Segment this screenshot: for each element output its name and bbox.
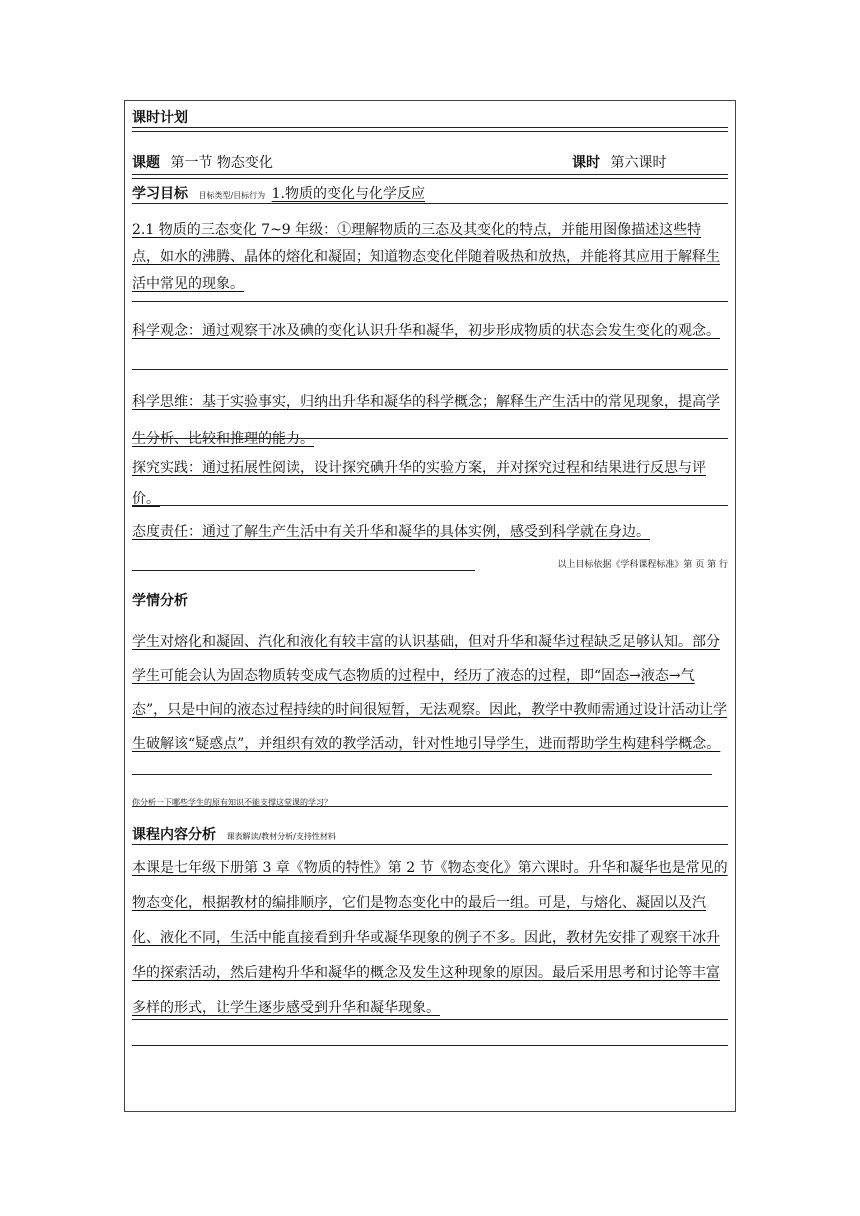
content-analysis-paragraph: 本课是七年级下册第 3 章《物质的特性》第 2 节《物态变化》第六课时。升华和凝华也是常见的物态变化，根据教材的编排顺序，它们是物态变化中的最后一组。可是，与熔化、凝固以及汽化、液化不同，生活中能直接看到升华或凝华现象的例子不多。因此，教材先安排了观察干冰升华的探索活动，然后建构升华和凝华的概念及发生这种现象的原因。最后采用思考和讨论等丰富多样的形式，让学生逐步感受到升华和凝华现象。 (132, 860, 728, 1016)
inquiry-line (132, 505, 728, 506)
prompt-line (132, 806, 728, 807)
topic-divider (132, 174, 728, 179)
content-analysis-hint: 课表解读/教材分析/支持性材料 (226, 832, 336, 841)
learner-analysis-prompt: 你分析一下哪些学生的原有知识不能支撑这堂课的学习？ (132, 798, 332, 807)
period-value: 第六课时 (610, 155, 667, 171)
page-title: 课时计划 (132, 110, 188, 126)
content-analysis-row (132, 827, 728, 845)
topic-value: 第一节 物态变化 (170, 155, 273, 171)
content-analysis-line (132, 1019, 728, 1020)
standard-line (132, 301, 728, 302)
learner-analysis-line (132, 774, 712, 775)
learner-analysis-label: 学情分析 (132, 593, 188, 609)
content-analysis-row-line (132, 844, 728, 845)
objectives-label: 学习目标 (132, 186, 188, 202)
content-analysis-label: 课程内容分析 (132, 827, 216, 843)
concept-paragraph: 科学观念：通过观察干冰及碘的变化认识升华和凝华，初步形成物质的状态会发生变化的观念。 (132, 323, 720, 339)
source-note: 以上目标依据《学科课程标准》第 页 第 行 (557, 560, 728, 570)
attitude-paragraph: 态度责任：通过了解生产生活中有关升华和凝华的具体实例，感受到科学就在身边。 (132, 524, 650, 540)
topic-row (132, 155, 728, 171)
objectives-row (132, 186, 728, 204)
lesson-plan-body (132, 101, 728, 1111)
concept-line (132, 369, 728, 370)
inquiry-paragraph: 探究实践：通过拓展性阅读，设计探究碘升华的实验方案，并对探究过程和结果进行反思与评价。 (132, 460, 706, 507)
objectives-row-line (132, 203, 728, 204)
standard-paragraph: 2.1 物质的三态变化 7~9 年级：①理解物质的三态及其变化的特点，并能用图像描述这些特点，如水的沸腾、晶体的熔化和凝固；知道物态变化伴随着吸热和放热，并能将其应用于解释生活中常见的现象。 (132, 222, 720, 292)
thinking-paragraph: 科学思维：基于实验事实，归纳出升华和凝华的科学概念；解释生产生活中的常见现象，提高学生分析、比较和推理的能力。 (132, 394, 720, 447)
blank-line (132, 1045, 728, 1046)
source-note-line (132, 570, 475, 571)
topic-label: 课题 (132, 155, 160, 171)
objectives-domain: 1.物质的变化与化学反应 (271, 186, 425, 202)
period-label: 课时 (572, 155, 600, 171)
period-group (572, 155, 666, 171)
objectives-hint: 目标类型/目标行为 (198, 191, 266, 200)
learner-analysis-paragraph: 学生对熔化和凝固、汽化和液化有较丰富的认识基础，但对升华和凝华过程缺乏足够认知。部分学生可能会认为固态物质转变成气态物质的过程中，经历了液态的过程，即“固态→液态→气态”，只是中间的液态过程持续的时间很短暂，无法观察。因此，教学中教师需通过设计活动让学生破解该“疑惑点”，并组织有效的教学活动，针对性地引导学生，进而帮助学生构建科学概念。 (132, 634, 728, 752)
title-divider (132, 127, 728, 132)
thinking-line (132, 438, 728, 439)
lesson-plan-frame (124, 100, 736, 1112)
